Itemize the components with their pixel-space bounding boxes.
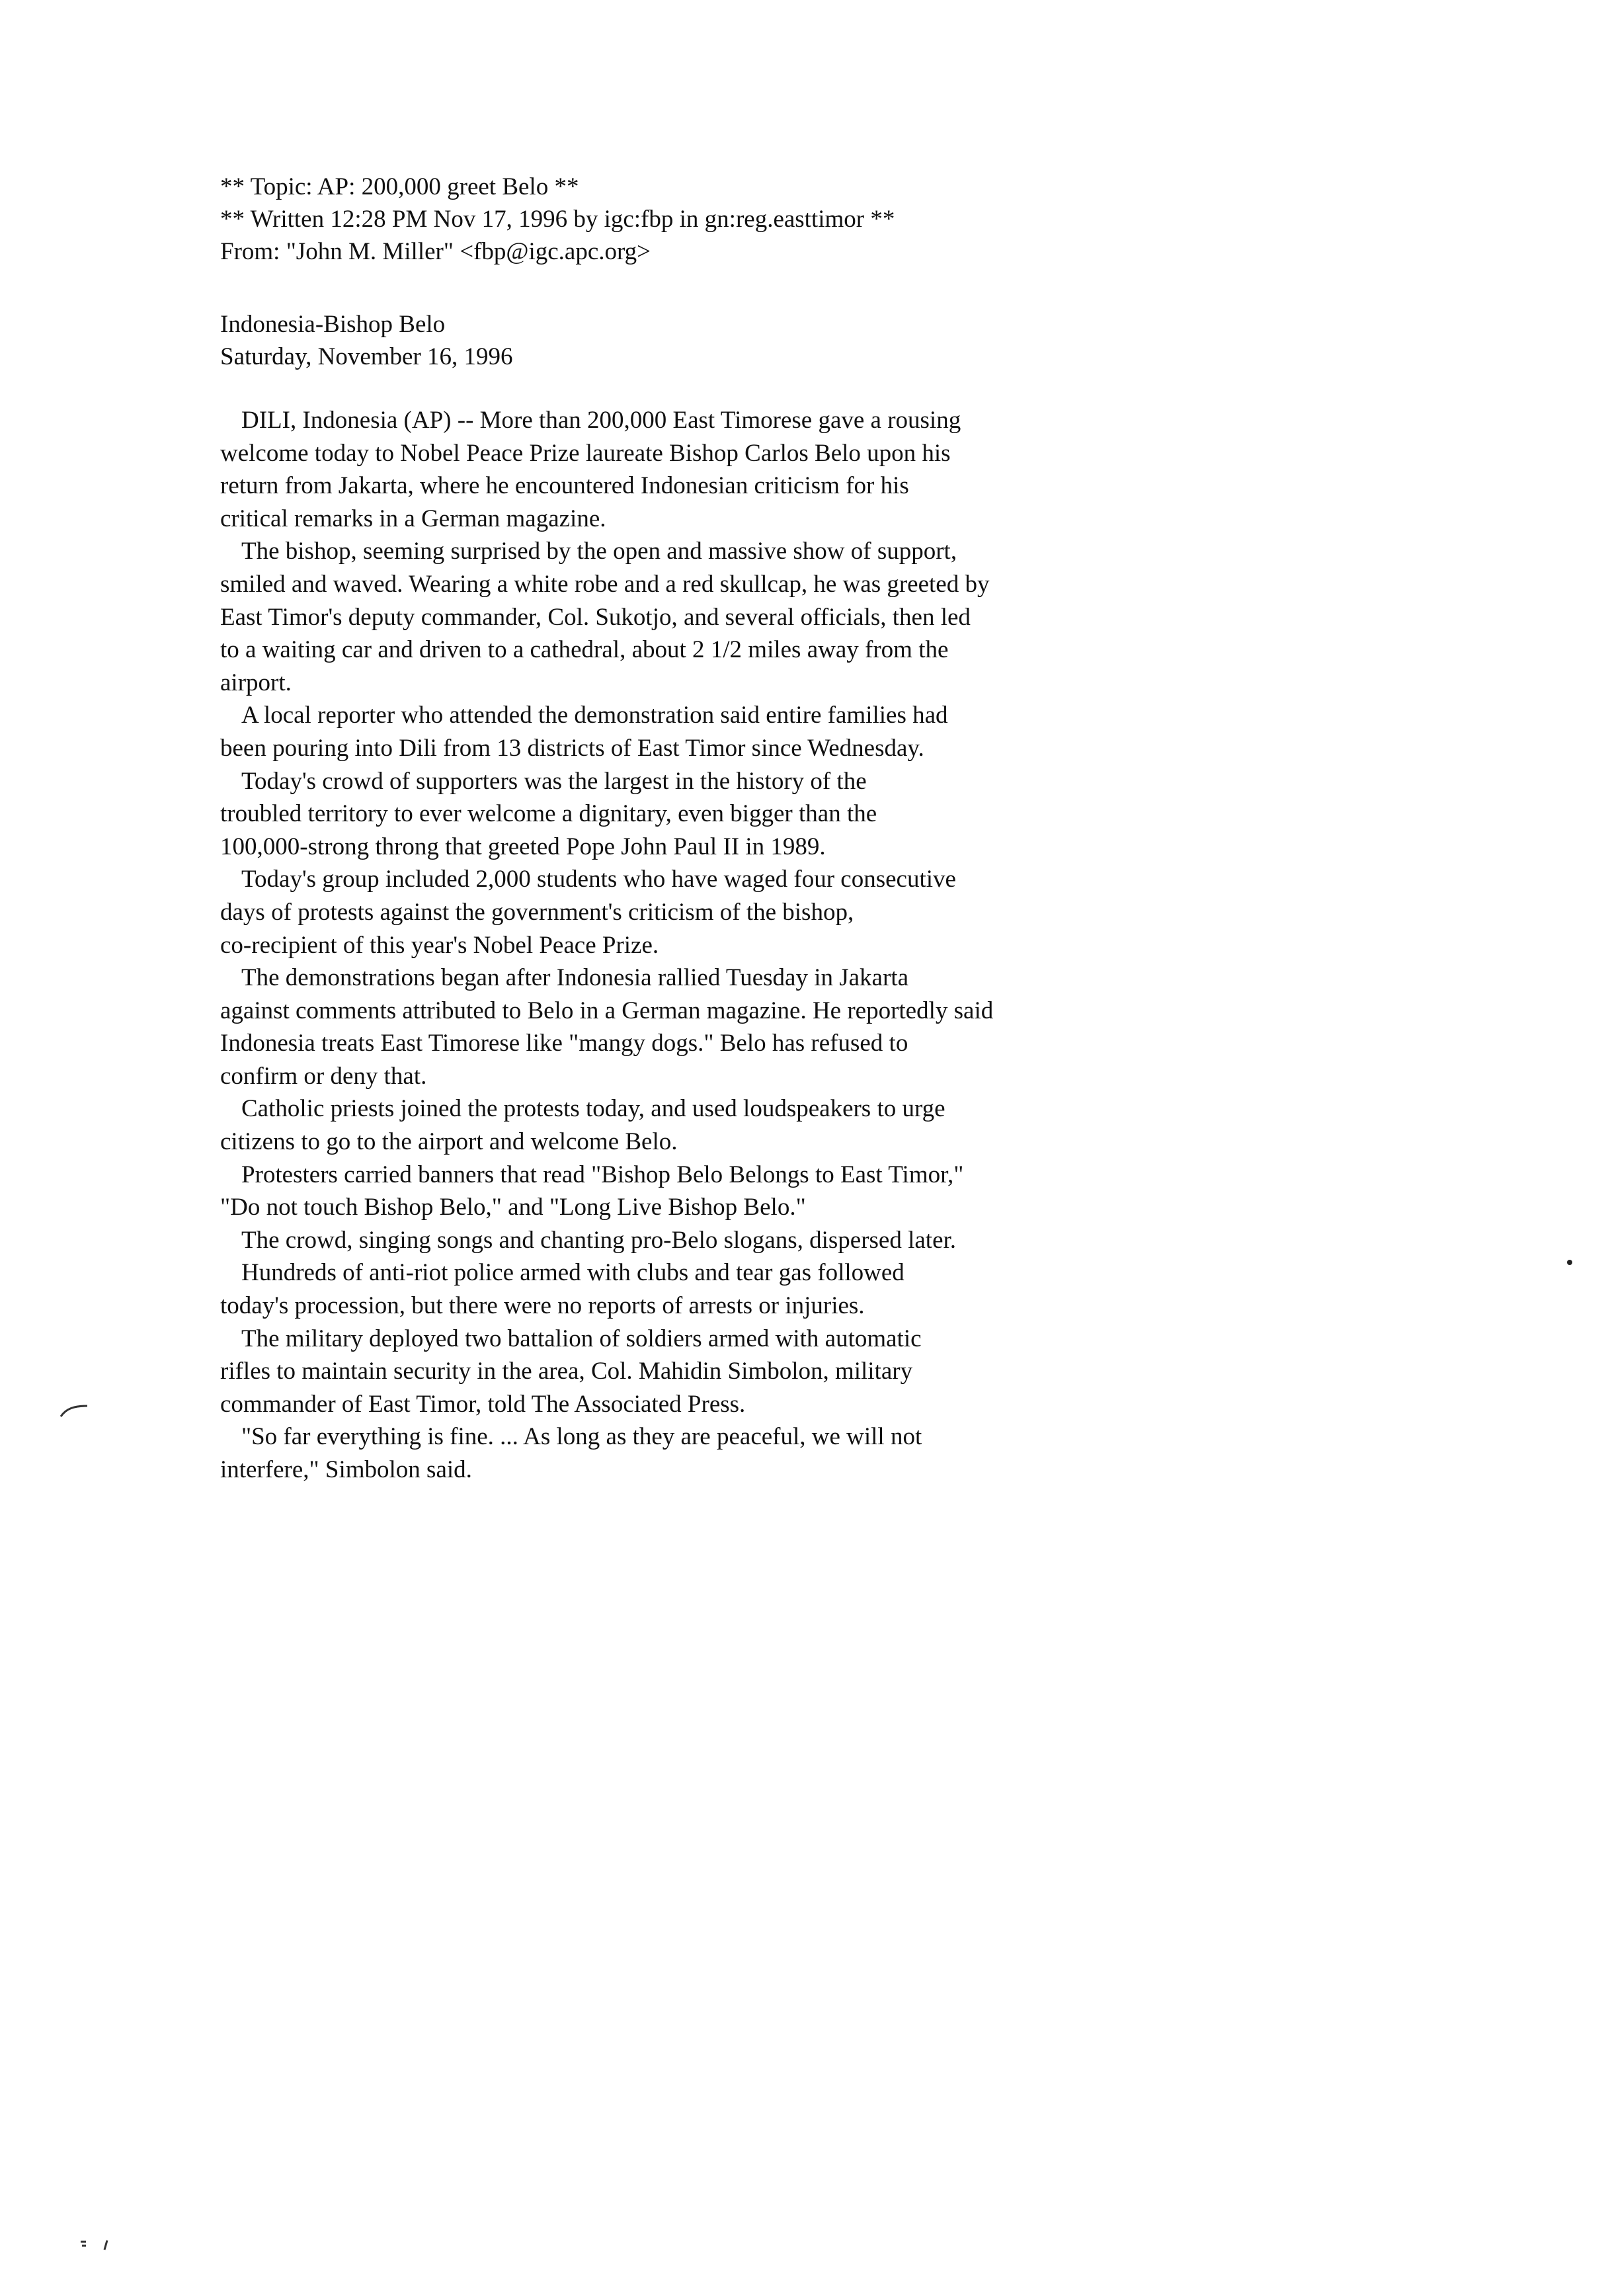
paragraph-line: The demonstrations began after Indonesia rallied Tuesday in Jakarta: [241, 964, 908, 992]
paragraph-line: smiled and waved. Wearing a white robe and a red skullcap, he was greeted by: [220, 570, 990, 598]
article-paragraph: [220, 1224, 1146, 1257]
article-paragraph: [220, 1092, 1146, 1158]
paragraph-line: The bishop, seeming surprised by the open and massive show of support,: [241, 538, 957, 565]
article-paragraph: [220, 699, 1146, 764]
paragraph-line: The military deployed two battalion of soldiers armed with automatic: [241, 1325, 922, 1352]
paragraph-line: rifles to maintain security in the area, Col. Mahidin Simbolon, military: [220, 1358, 913, 1385]
paragraph-line: Hundreds of anti-riot police armed with clubs and tear gas followed: [241, 1259, 904, 1287]
article-paragraph: [220, 765, 1146, 864]
paragraph-line: been pouring into Dili from 13 districts of East Timor since Wednesday.: [220, 734, 924, 762]
story-date: Saturday, November 16, 1996: [220, 343, 513, 370]
paragraph-line: Catholic priests joined the protests today, and used loudspeakers to urge: [241, 1095, 945, 1123]
article-paragraph: [220, 962, 1146, 1092]
paragraph-line: "So far everything is fine. ... As long as they are peaceful, we will not: [241, 1423, 922, 1451]
article-paragraph: [220, 863, 1146, 962]
paragraph-line: airport.: [220, 669, 292, 696]
paragraph-line: Protesters carried banners that read "Bishop Belo Belongs to East Timor,": [241, 1161, 964, 1188]
article-paragraph: [220, 1323, 1146, 1421]
article-paragraph: [220, 1159, 1146, 1224]
paragraph-line: citizens to go to the airport and welcome Belo.: [220, 1128, 678, 1156]
article-body: [220, 404, 1146, 1487]
dateline: [220, 308, 1476, 373]
topic-line: ** Topic: AP: 200,000 greet Belo **: [220, 173, 579, 200]
article-paragraph: [220, 1256, 1146, 1322]
paragraph-line: The crowd, singing songs and chanting pro-Belo slogans, dispersed later.: [241, 1226, 957, 1254]
from-line: From: "John M. Miller" <fbp@igc.apc.org>: [220, 238, 651, 265]
paragraph-line: interfere," Simbolon said.: [220, 1456, 472, 1483]
paragraph-line: "Do not touch Bishop Belo," and "Long Live Bishop Belo.": [220, 1194, 806, 1221]
paragraph-line: return from Jakarta, where he encountered Indonesian criticism for his: [220, 472, 909, 500]
paragraph-line: welcome today to Nobel Peace Prize laureate Bishop Carlos Belo upon his: [220, 439, 951, 467]
paragraph-line: days of protests against the government's criticism of the bishop,: [220, 898, 854, 926]
paragraph-line: confirm or deny that.: [220, 1062, 427, 1090]
paragraph-line: DILI, Indonesia (AP) -- More than 200,000 East Timorese gave a rousing: [241, 407, 961, 434]
scan-speck: [1567, 1260, 1572, 1265]
paragraph-line: co-recipient of this year's Nobel Peace Prize.: [220, 931, 659, 959]
article-paragraph: [220, 404, 1146, 535]
paragraph-line: troubled territory to ever welcome a dignitary, even bigger than the: [220, 800, 877, 828]
paragraph-line: to a waiting car and driven to a cathedral, about 2 1/2 miles away from the: [220, 636, 949, 664]
paragraph-line: commander of East Timor, told The Associated Press.: [220, 1390, 746, 1418]
paragraph-line: Today's crowd of supporters was the largest in the history of the: [241, 767, 867, 795]
paragraph-line: East Timor's deputy commander, Col. Sukotjo, and several officials, then led: [220, 603, 971, 631]
scan-mark: [78, 2234, 118, 2254]
story-slug: Indonesia-Bishop Belo: [220, 311, 446, 338]
paragraph-line: Indonesia treats East Timorese like "mangy dogs." Belo has refused to: [220, 1030, 908, 1057]
paragraph-line: Today's group included 2,000 students who have waged four consecutive: [241, 866, 956, 893]
article-paragraph: [220, 1420, 1146, 1486]
scan-mark: [58, 1401, 91, 1420]
written-line: ** Written 12:28 PM Nov 17, 1996 by igc:fbp in gn:reg.easttimor **: [220, 206, 895, 233]
paragraph-line: 100,000-strong throng that greeted Pope John Paul II in 1989.: [220, 833, 826, 860]
paragraph-line: A local reporter who attended the demonstration said entire families had: [241, 702, 948, 729]
paragraph-line: today's procession, but there were no reports of arrests or injuries.: [220, 1292, 865, 1320]
paragraph-line: critical remarks in a German magazine.: [220, 505, 606, 532]
message-header: [220, 171, 1476, 268]
paragraph-line: against comments attributed to Belo in a German magazine. He reportedly said: [220, 997, 994, 1024]
article-paragraph: [220, 535, 1146, 699]
